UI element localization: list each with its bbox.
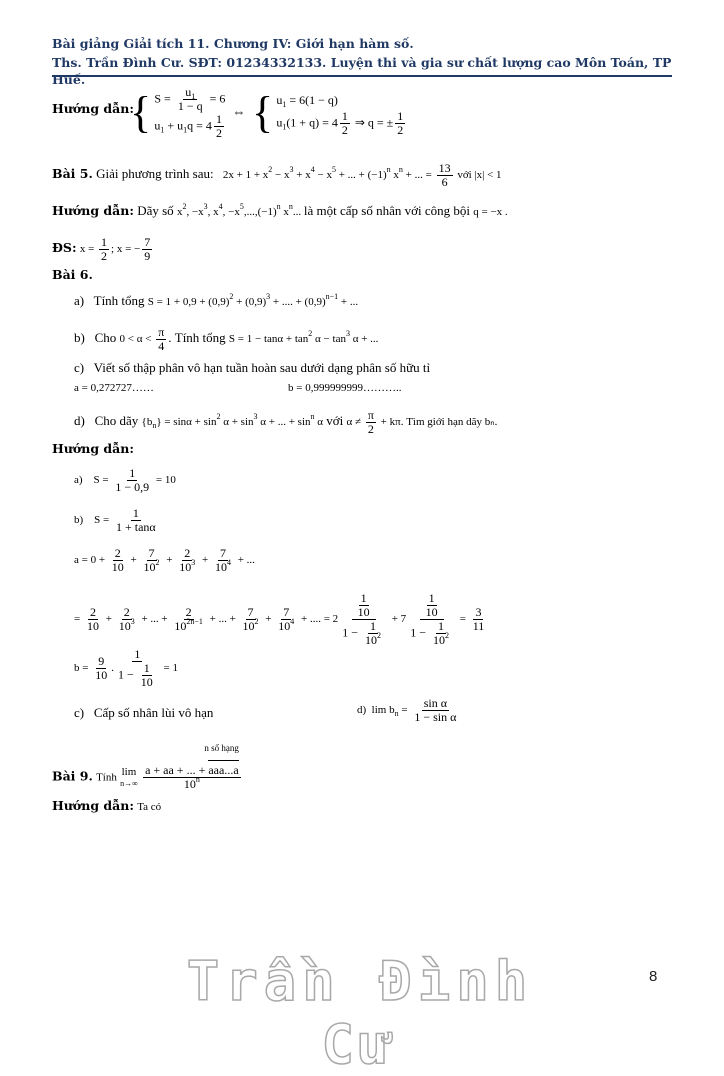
bai5-prompt: Giải phương trình sau: xyxy=(96,166,214,182)
bai6-c-b: b = 0,999999999……….. xyxy=(288,382,402,394)
ans-a: a) S = $\frac{1}{1 - 0,9}$ = 10 xyxy=(74,466,176,494)
bai9-statement: Bài 9. Tính lim n→∞ a + aa + ... + n số hạng aaa...a 10$^n$ xyxy=(52,743,239,791)
header-rule xyxy=(52,75,672,77)
hd-label: Hướng dẫn: xyxy=(52,441,134,456)
ans-b: b) S = $\frac{1}{1 + \tan\alpha}$ xyxy=(74,506,156,534)
bai5-label: Bài 5. xyxy=(52,166,93,182)
bai6-a: a) Tính tổng $S = 1 + 0,9 + (0,9)^2 + (0,9)^3$ + .... + $(0,9)^{n-1}$ + ... xyxy=(74,292,359,308)
b-text2: . Tính tổng xyxy=(168,330,226,346)
c-text: Viết số thập phân vô hạn tuần hoàn sau dưới dạng phân số hữu tỉ xyxy=(93,360,431,375)
ans-c-b: b = $\frac{9}{10}$ . 1 1 − $\frac{1}{10}$ = 1 xyxy=(74,647,178,689)
d-voi: với xyxy=(326,413,344,429)
bai6-d: d) Cho dãy $\{b_n\} = \sin\alpha + \sin^2 \alpha + \sin^3 \alpha$ + ... + $\sin^n \alpha$ với α ≠ $\frac{\pi}{2}$ + kπ. Tìm giới hạn dãy bₙ. xyxy=(74,408,498,436)
bai5-answer: ĐS: x = $\frac{1}{2}$ ; x = − $\frac{7}{9}$ xyxy=(52,235,151,263)
ta-co: Ta có xyxy=(137,801,162,813)
d-tail: . Tìm giới hạn dãy bₙ. xyxy=(400,416,498,429)
bai6-c: c) Viết số thập phân vô hạn tuần hoàn sau dưới dạng phân số hữu tỉ xyxy=(74,360,431,375)
hd-text: Dãy số xyxy=(137,203,174,218)
ans-c-a1: a = 0 + $\frac{2}{10}$ + $\frac{7}{10^2}$ + $\frac{2}{10^3}$ + $\frac{7}{10^4}$ + ... xyxy=(74,546,255,574)
b-text: Cho xyxy=(94,330,117,346)
ans-c-text: c) Cấp số nhân lùi vô hạn xyxy=(74,705,214,720)
d-text: Cho dãy xyxy=(94,413,139,429)
voi-word: với xyxy=(457,169,472,182)
ds-label: ĐS: xyxy=(52,240,77,256)
hd-text-tail: là một cấp số nhân với công bội xyxy=(303,203,470,218)
header-author: Ths. Trần Đình Cư. SĐT: 01234332133. Luyện thi và gia sư chất lượng cao Môn Toán, TP Huế. xyxy=(52,55,672,87)
hd-system xyxy=(52,85,404,140)
hd-label: Hướng dẫn: xyxy=(52,798,134,813)
bai9-tinh: Tính xyxy=(96,771,117,784)
hd-label: Hướng dẫn: xyxy=(52,101,134,116)
ans-c-a2: = $\frac{2}{10}$ + $\frac{2}{10^3}$ + ... + $\frac{2}{10^{2n-1}}$ + ... + $\frac{7}{10^2}$ + $\frac{7}{10^4}$ + .... = 2 $\frac{1}{10}$ 1 − $\frac{1}{10^2}$ + 7 $\frac{1}{10}$ 1 − $\frac{1}{10^2}$ = $\frac{3}{11}$ xyxy=(74,591,485,647)
bai5-hint: Hướng dẫn: Dãy số $x^2$, $-x^3$, $x^4$, $-x^5,...,(-1)^n$ $x^n$... là một cấp số nhân với công bội q = −x . xyxy=(52,202,508,218)
bai6-label xyxy=(52,266,93,283)
a-text: Tính tổng xyxy=(93,293,145,308)
page-number: 8 xyxy=(649,968,658,985)
header-title: Bài giảng Giải tích 11. Chương IV: Giới hạn hàm số. xyxy=(52,36,414,51)
bai6-c-a: a = 0,272727…… xyxy=(74,382,154,394)
bai6-b: b) Cho 0 < α < $\frac{\pi}{4}$ . Tính tổng $S = 1 - \tan\alpha + \tan^2 \alpha - \tan^3 \alpha$ + ... xyxy=(74,325,379,353)
n-so-hang: n số hạng xyxy=(204,743,239,753)
c-ans: Cấp số nhân lùi vô hạn xyxy=(93,705,214,720)
bai5-statement: Bài 5. Giải phương trình sau: $2x + 1 + x^2 - x^3 + x^4 - x^5$ + ... + $(-1)^n$ $x^n$ + ... = $\frac{13}{6}$ với |x| < 1 xyxy=(52,161,502,189)
bai9-label: Bài 9. xyxy=(52,768,93,784)
hd-label: Hướng dẫn: xyxy=(52,203,134,218)
system-equations: { S = $\frac{u_1}{1 - q}$ = 6 $u_1 + u_1q = 4$ $\frac{1}{2}$ ⇔ { $u_1 = 6(1 - q)$ $u_1(1 + q) = 4$ $\frac{1}{2}$ ⇒ q = ± $\frac{1}{2}$ xyxy=(130,85,404,140)
footer-watermark-name: Trần Đình Cư xyxy=(186,950,534,1076)
bai9-hint xyxy=(52,797,161,816)
ans-d: d) $\lim b_n$ = $\frac{\text{sin α}}{\text{1 − sin α}}$ xyxy=(357,696,457,724)
bai6-hd-label xyxy=(52,440,134,457)
bai6-title: Bài 6. xyxy=(52,267,93,282)
